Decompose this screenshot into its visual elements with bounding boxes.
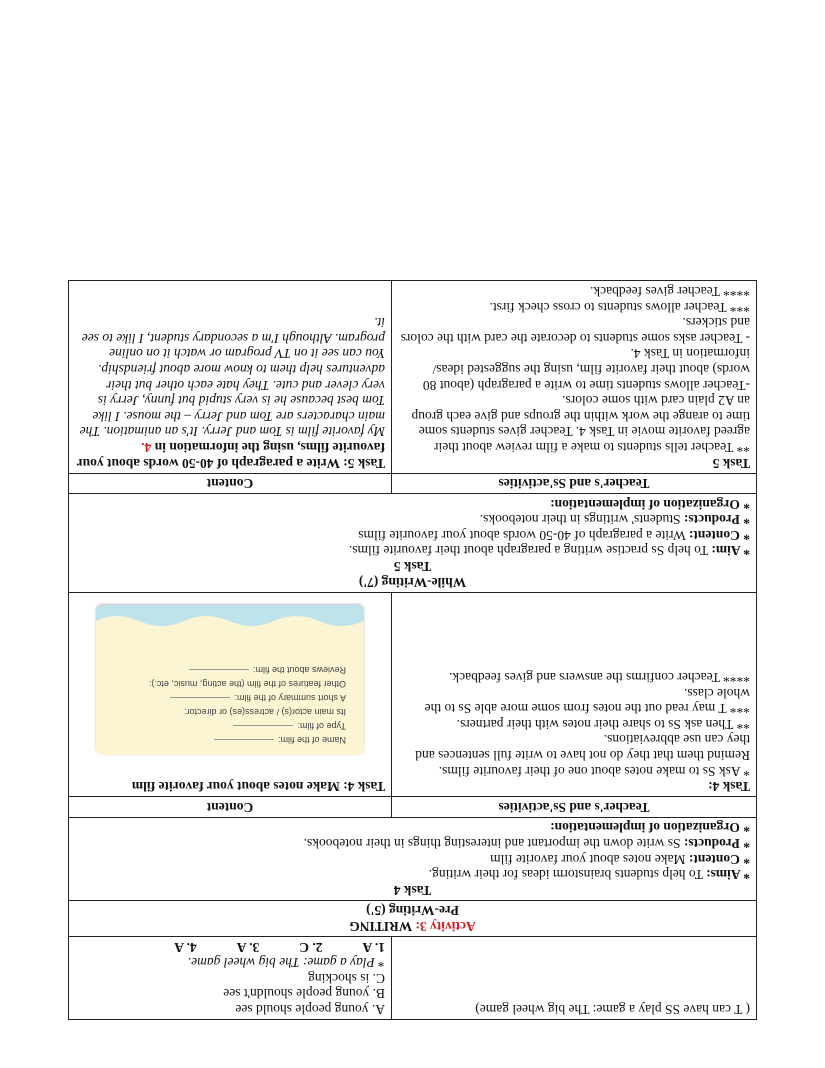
answer-key — [75, 939, 385, 955]
pre-info-row — [69, 817, 757, 900]
while-content-cell — [69, 281, 392, 473]
pre-col-right: Content — [69, 797, 392, 818]
pre-body-row — [69, 592, 757, 797]
pre-activities-cell — [392, 592, 757, 797]
while-aims-label: * Aim: — [711, 543, 750, 559]
pre-step-1: * Ask Ss to make notes about one of their favourite films. Remind them that they do not have to write full sentences and they can use abbreviations. — [415, 732, 750, 779]
activity-header-row — [69, 900, 757, 936]
model-paragraph: My favorite film is Tom and Jerry. It's an animation. The main characters are Tom and Jerry – the mouse. I like Tom best because he is very stupid but funny, Jerry is very clever and cute. They hate each other but their adventures help them to know more about friendship. You can see it on TV program or watch it on online program. Although I'm a secondary student, I like to see it. — [79, 315, 385, 440]
game-line: * Play a game: The big wheel game. — [187, 955, 385, 971]
pre-step-3: *** T may read out the notes from some more able Ss to the whole class. — [424, 685, 750, 717]
option-c: C. is shocking — [308, 970, 385, 986]
while-org: * Organization of implementation: — [550, 496, 750, 512]
pre-writing-heading: Pre-Writing (5') — [366, 903, 459, 919]
pre-columns-row — [69, 797, 757, 818]
pre-task: Task 4 — [393, 882, 432, 898]
while-columns-row — [69, 473, 757, 494]
while-right-title-red: 4. — [141, 439, 152, 455]
while-col-right: Content — [69, 473, 392, 494]
answer-1: 1. A — [362, 939, 385, 955]
while-step-4: *** Teacher allows students to cross check first. — [489, 299, 750, 315]
while-col-left: Teacher's and Ss'activities — [392, 473, 757, 494]
card-wave — [96, 605, 364, 631]
while-step-5: **** Teacher gives feedback. — [590, 284, 750, 299]
card-field-name: Name of the film: — [110, 734, 346, 745]
pre-aims: To help students brainstorm ideas for their writing. — [428, 867, 703, 883]
pre-step-title: Task 4: — [708, 779, 750, 795]
pre-content-label: * Content: — [688, 851, 750, 867]
pre-info-cell — [69, 817, 757, 900]
while-products: Students' writings in their notebooks. — [479, 512, 681, 528]
card-field-actors: Its main actor(s) / actress(es) or director: — [183, 706, 346, 717]
while-activities-cell — [392, 281, 757, 473]
while-heading: While-Writing (7') — [358, 574, 467, 590]
while-aims: To help Ss practise writing a paragraph about their favourite films. — [348, 543, 709, 559]
pre-step-4: **** Teacher confirms the answers and gives feedback. — [449, 670, 750, 686]
while-info-cell — [69, 494, 757, 593]
while-content: Write a paragraph of 40-50 words about your favourite films — [358, 527, 686, 543]
pre-step-2: ** Then ask Ss to share their notes with their partners. — [456, 716, 750, 732]
while-task: Task 5 — [393, 559, 432, 575]
notes-card-image — [96, 605, 364, 755]
activity-header-cell — [69, 900, 757, 936]
activity-title: WRITING — [349, 919, 413, 935]
while-step-1: ** Teacher tells students to make a film review about their agreed favorite movie in Task 4. Teacher gives students some time to arange the work within the groups and give each group an A2 plain card with some colors. — [411, 393, 750, 455]
lesson-plan-table — [68, 280, 757, 1020]
answer-3: 3. A — [236, 939, 260, 955]
while-step-3: - Teacher asks some students to decorate the card with the colors and stickers. — [400, 315, 750, 346]
card-field-type: Type of film: — [110, 720, 346, 731]
answer-4: 4. A — [174, 939, 197, 955]
card-field-summary: A short summary of the film: — [110, 692, 346, 703]
while-products-label: * Products: — [683, 512, 750, 528]
game-left-cell — [392, 937, 757, 1020]
pre-right-title: Task 4: Make notes about your favorite film — [131, 779, 385, 795]
pre-content-cell — [69, 592, 392, 797]
while-step-title: Task 5 — [712, 455, 750, 471]
pre-org: * Organization of implementation: — [550, 820, 750, 836]
pre-products: Ss write down the important and interesting things in their notebooks. — [303, 836, 681, 852]
pre-col-left: Teacher's and Ss'activities — [392, 797, 757, 818]
card-field-features: Other features of the film (the acting, music, etc.): — [148, 678, 346, 689]
option-a: A. young people should see — [235, 1002, 385, 1017]
while-info-row — [69, 494, 757, 593]
answer-2: 2. C — [299, 939, 323, 955]
pre-content: Make notes about your favorite film — [490, 851, 686, 867]
pre-aims-label: * Aims: — [706, 867, 750, 883]
game-right-cell — [69, 937, 392, 1020]
pre-products-label: * Products: — [683, 836, 750, 852]
option-b: B. young people shouldn't see — [223, 986, 385, 1002]
game-row — [69, 937, 757, 1020]
game-instruction: ( T can have SS play a game: The big wheel game) — [475, 1002, 750, 1017]
while-right-title: Task 5: Write a paragraph of 40-50 words about your favourite films, using the information in 4. — [76, 439, 385, 471]
while-body-row — [69, 281, 757, 473]
card-field-reviews: Reviews about the film: — [110, 664, 346, 675]
while-content-label: * Content: — [688, 527, 750, 543]
while-step-2: -Teacher allows students time to write a paragraph (about 80 words) about their favorite film, using the suggested ideas/ information in Task 4. — [422, 346, 750, 393]
activity-label: Activity 3: — [415, 919, 476, 935]
